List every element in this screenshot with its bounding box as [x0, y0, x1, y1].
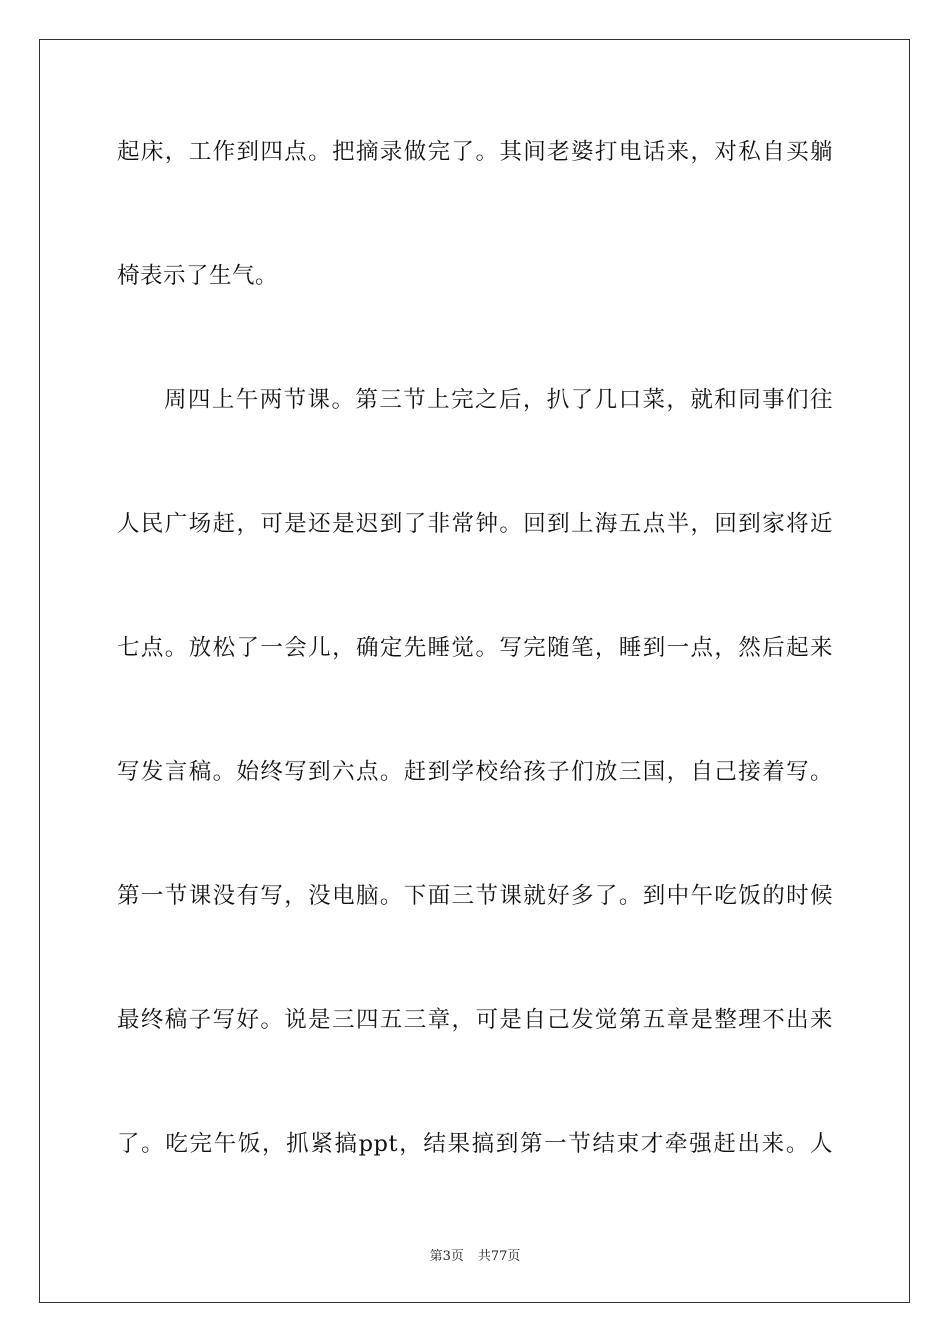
text-line-indented: 周四上午两节课。第三节上完之后，扒了几口菜，就和同事们往: [164, 387, 833, 413]
text-line: 椅表示了生气。: [117, 263, 279, 289]
page-total: 共77页: [477, 1249, 521, 1264]
text-line: 了。吃完午饭，抓紧搞ppt，结果搞到第一节结束才牵强赶出来。人: [117, 1131, 833, 1157]
text-line: 第一节课没有写，没电脑。下面三节课就好多了。到中午吃饭的时候: [117, 883, 833, 909]
page-footer: [0, 1248, 950, 1266]
text-line: 写发言稿。始终写到六点。赶到学校给孩子们放三国，自己接着写。: [117, 759, 833, 785]
text-line: 七点。放松了一会儿，确定先睡觉。写完随笔，睡到一点，然后起来: [117, 635, 833, 661]
text-line: 人民广场赶，可是还是迟到了非常钟。回到上海五点半，回到家将近: [117, 511, 833, 537]
text-line: 起床，工作到四点。把摘录做完了。其间老婆打电话来，对私自买躺: [117, 139, 833, 165]
text-line: 最终稿子写好。说是三四五三章，可是自己发觉第五章是整理不出来: [117, 1007, 833, 1033]
page-border: [39, 39, 910, 1303]
page-number: 第3页: [429, 1249, 464, 1264]
